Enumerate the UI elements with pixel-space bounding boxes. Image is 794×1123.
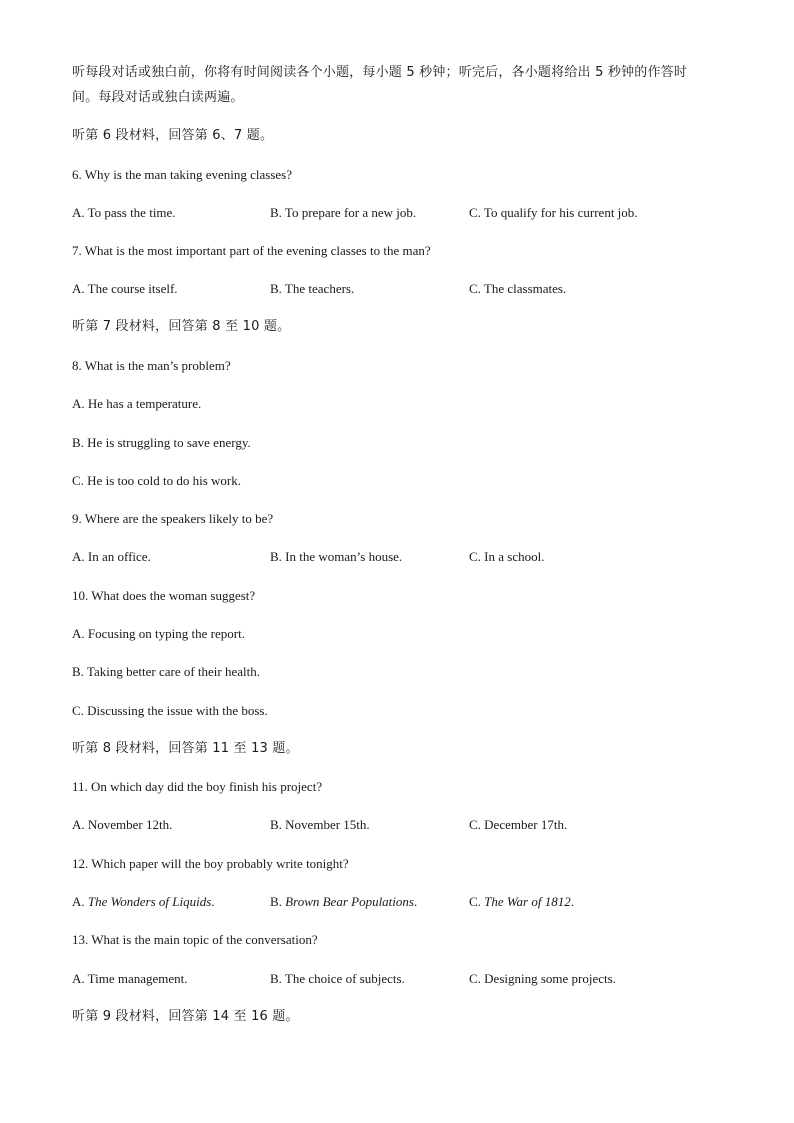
option-a-period: . bbox=[211, 894, 215, 909]
question-8-stem: 8. What is the man’s problem? bbox=[72, 358, 231, 373]
question-6-option-a: A. To pass the time. bbox=[72, 205, 176, 220]
option-c-label: C. bbox=[469, 894, 485, 909]
option-a-title: The Wonders of Liquids bbox=[87, 894, 212, 909]
question-12-option-c bbox=[469, 893, 574, 911]
question-13-option-a: A. Time management. bbox=[72, 971, 188, 986]
instructions-line-2: 间。每段对话或独白读两遍。 bbox=[72, 90, 244, 105]
question-9-stem: 9. Where are the speakers likely to be? bbox=[72, 511, 274, 526]
question-7-option-b: B. The teachers. bbox=[270, 281, 355, 296]
section-7-heading: 听第 7 段材料，回答第 8 至 10 题。 bbox=[72, 319, 291, 334]
option-b-title: Brown Bear Populations bbox=[285, 894, 414, 909]
question-7-stem: 7. What is the most important part of the evening classes to the man? bbox=[72, 243, 431, 258]
question-6-option-c: C. To qualify for his current job. bbox=[469, 205, 638, 220]
option-b-period: . bbox=[413, 894, 418, 909]
question-10-option-b: B. Taking better care of their health. bbox=[72, 664, 260, 679]
option-c-title: The War of 1812 bbox=[484, 894, 571, 909]
section-9-heading: 听第 9 段材料，回答第 14 至 16 题。 bbox=[72, 1009, 299, 1024]
option-a-label: A. bbox=[72, 894, 88, 909]
question-11-stem: 11. On which day did the boy finish his project? bbox=[72, 779, 323, 794]
section-8-heading: 听第 8 段材料，回答第 11 至 13 题。 bbox=[72, 741, 299, 756]
question-12-option-a bbox=[72, 893, 215, 911]
question-12-option-b bbox=[270, 893, 417, 911]
question-8-option-c: C. He is too cold to do his work. bbox=[72, 473, 241, 488]
question-6-stem: 6. Why is the man taking evening classes? bbox=[72, 167, 292, 182]
question-9-option-a: A. In an office. bbox=[72, 549, 151, 564]
question-11-option-b: B. November 15th. bbox=[270, 817, 370, 832]
instructions-line-1: 听每段对话或独白前，你将有时间阅读各个小题，每小题 5 秒钟；听完后，各小题将给出 5 秒钟的作答时 bbox=[72, 65, 688, 80]
question-6-option-b: B. To prepare for a new job. bbox=[270, 205, 417, 220]
question-11-option-a: A. November 12th. bbox=[72, 817, 173, 832]
question-13-stem: 13. What is the main topic of the conversation? bbox=[72, 932, 318, 947]
question-8-option-b: B. He is struggling to save energy. bbox=[72, 435, 251, 450]
question-7-option-a: A. The course itself. bbox=[72, 281, 178, 296]
question-11-option-c: C. December 17th. bbox=[469, 817, 568, 832]
option-c-period: . bbox=[570, 894, 574, 909]
question-13-option-c: C. Designing some projects. bbox=[469, 971, 616, 986]
question-9-option-c: C. In a school. bbox=[469, 549, 545, 564]
question-9-option-b: B. In the woman’s house. bbox=[270, 549, 403, 564]
question-8-option-a: A. He has a temperature. bbox=[72, 396, 202, 411]
section-6-heading: 听第 6 段材料，回答第 6、7 题。 bbox=[72, 128, 274, 143]
question-10-option-c: C. Discussing the issue with the boss. bbox=[72, 703, 268, 718]
option-b-label: B. bbox=[270, 894, 286, 909]
question-10-stem: 10. What does the woman suggest? bbox=[72, 588, 256, 603]
question-12-stem: 12. Which paper will the boy probably write tonight? bbox=[72, 856, 349, 871]
question-7-option-c: C. The classmates. bbox=[469, 281, 567, 296]
question-13-option-b: B. The choice of subjects. bbox=[270, 971, 405, 986]
question-10-option-a: A. Focusing on typing the report. bbox=[72, 626, 245, 641]
